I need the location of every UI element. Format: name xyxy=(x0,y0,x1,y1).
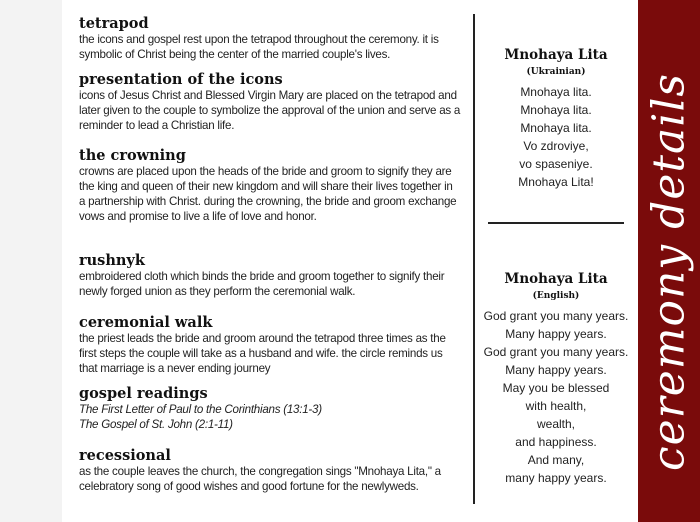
song-line: Mnohaya lita. xyxy=(520,103,592,117)
section-title: the crowning xyxy=(79,147,186,164)
song-line: Mnohaya lita. xyxy=(520,121,592,135)
section-line: The Gospel of St. John (2:1-11) xyxy=(79,418,233,431)
section-line: later given to the couple to symbolize the approval of the union and serve as a xyxy=(79,104,461,117)
section-line: celebratory song of good wishes and good fortune for the newlyweds. xyxy=(79,480,419,493)
song-line: vo spaseniye. xyxy=(519,157,593,171)
section-title: rushnyk xyxy=(79,252,145,269)
section-the-crowning xyxy=(79,147,471,224)
section-line: a partnership with Christ. during the crowning, the bride and groom exchange xyxy=(79,195,457,208)
section-title: presentation of the icons xyxy=(79,71,283,88)
section-line: that marriage is a never ending journey xyxy=(79,362,271,375)
section-line: newly forged union as they perform the ceremonial walk. xyxy=(79,285,356,298)
song-language: (Ukrainian) xyxy=(526,67,586,77)
song-line: Many happy years. xyxy=(505,327,607,341)
song-line: many happy years. xyxy=(505,471,607,485)
song-line: God grant you many years. xyxy=(483,345,629,359)
section-presentation-of-icons xyxy=(79,71,471,133)
song-line: and happiness. xyxy=(515,435,597,449)
song-ukrainian xyxy=(476,46,636,191)
song-line: And many, xyxy=(527,453,585,467)
sidebar-title: ceremony details xyxy=(643,73,695,471)
section-title: recessional xyxy=(79,447,171,464)
section-line: vows and promise to live a life of love and honor. xyxy=(79,210,317,223)
section-line: as the couple leaves the church, the congregation sings "Mnohaya Lita," a xyxy=(79,465,441,478)
song-line: wealth, xyxy=(536,417,576,431)
song-line: with health, xyxy=(525,399,587,413)
section-line: crowns are placed upon the heads of the bride and groom to signify they are xyxy=(79,165,452,178)
section-line: The First Letter of Paul to the Corinthians (13:1-3) xyxy=(79,403,322,416)
song-english xyxy=(476,270,636,487)
song-line: Mnohaya lita. xyxy=(520,85,592,99)
section-ceremonial-walk xyxy=(79,314,471,376)
song-title: Mnohaya Lita xyxy=(504,271,608,287)
section-gospel-readings xyxy=(79,385,471,432)
song-line: Many happy years. xyxy=(505,363,607,377)
section-title: gospel readings xyxy=(79,385,208,402)
song-line: Mnohaya Lita! xyxy=(518,175,594,189)
section-line: icons of Jesus Christ and Blessed Virgin Mary are placed on the tetrapod and xyxy=(79,89,457,102)
section-line: reminder to lead a Christian life. xyxy=(79,119,235,132)
section-recessional xyxy=(79,447,471,494)
sidebar-band xyxy=(638,0,700,522)
section-tetrapod xyxy=(79,15,471,62)
song-line: God grant you many years. xyxy=(483,309,629,323)
horizontal-divider xyxy=(488,222,624,224)
section-rushnyk xyxy=(79,252,471,299)
section-title: ceremonial walk xyxy=(79,314,213,331)
section-line: embroidered cloth which binds the bride and groom together to signify their xyxy=(79,270,445,283)
section-line: first steps the couple will take as a husband and wife. the circle reminds us xyxy=(79,347,443,360)
section-line: the king and queen of their new kingdom and will share their lives together in xyxy=(79,180,453,193)
section-line: symbolic of Christ being the center of the married couple's lives. xyxy=(79,48,391,61)
song-title: Mnohaya Lita xyxy=(504,47,608,63)
section-title: tetrapod xyxy=(79,15,149,32)
song-line: Vo zdroviye, xyxy=(523,139,589,153)
section-line: the icons and gospel rest upon the tetrapod throughout the ceremony. it is xyxy=(79,33,439,46)
song-line: May you be blessed xyxy=(502,381,610,395)
song-language: (English) xyxy=(532,291,580,301)
section-line: the priest leads the bride and groom around the tetrapod three times as the xyxy=(79,332,446,345)
vertical-divider xyxy=(473,14,475,504)
